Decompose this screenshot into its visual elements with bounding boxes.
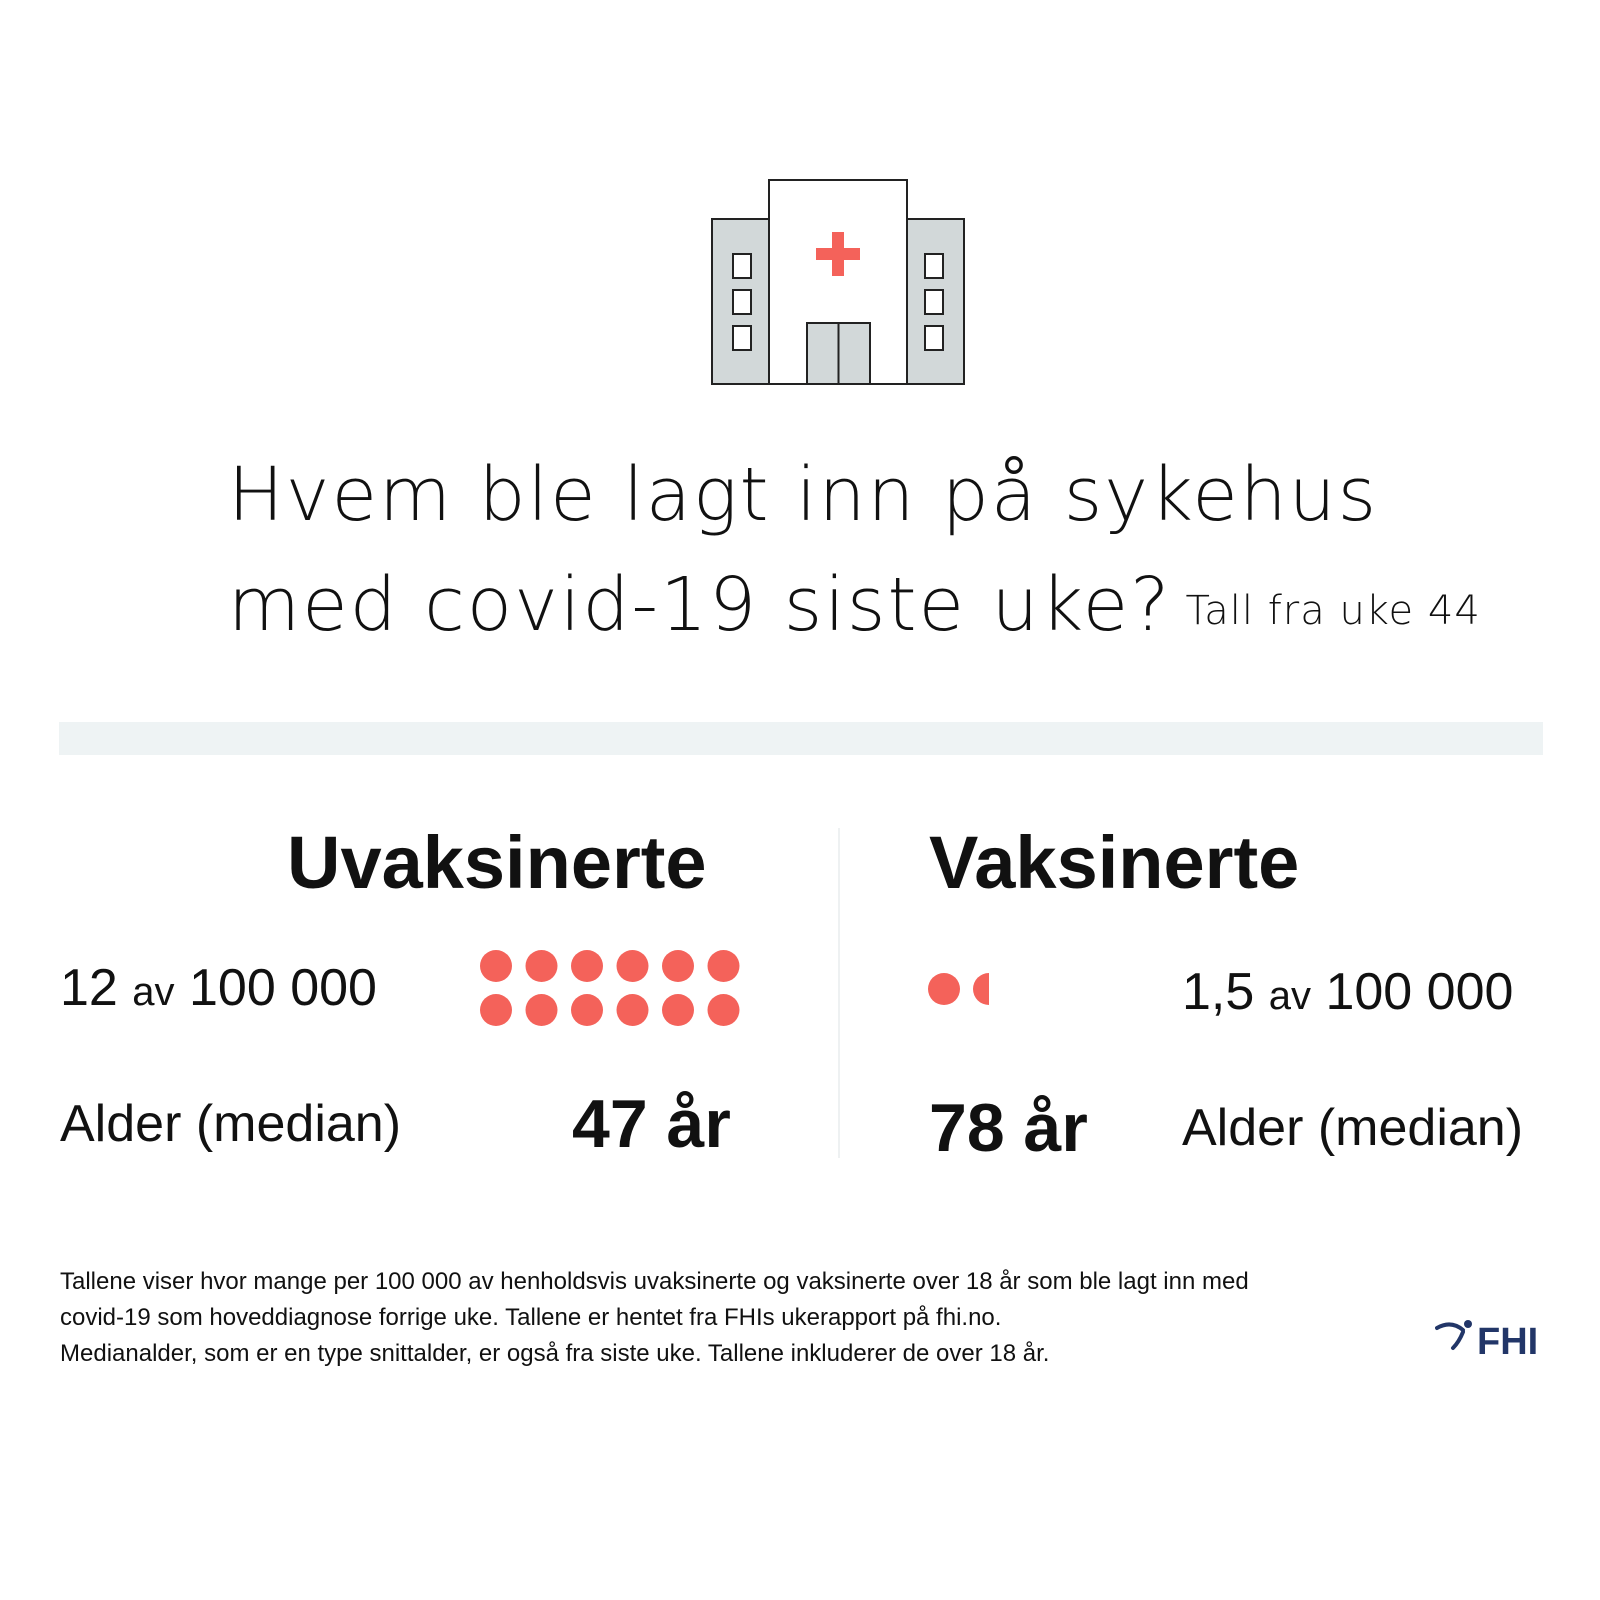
unvaccinated-dot xyxy=(708,950,740,982)
window xyxy=(925,326,943,350)
vaccinated-rate-number: 1,5 xyxy=(1182,963,1255,1021)
vaccinated-age-label: Alder (median) xyxy=(1182,1099,1524,1157)
unvaccinated-dot xyxy=(526,994,558,1026)
window xyxy=(925,290,943,314)
vaccinated-rate xyxy=(1182,963,1514,1021)
window xyxy=(733,254,751,278)
unvaccinated-age-label: Alder (median) xyxy=(60,1095,402,1153)
vaccinated-partial-dot xyxy=(973,973,998,1005)
vaccinated-age-value: 78 år xyxy=(929,1090,1088,1166)
footnote xyxy=(60,1264,1390,1372)
hospital-icon xyxy=(711,179,965,385)
unvaccinated-dot xyxy=(480,994,512,1026)
footnote-line-2: covid-19 som hoveddiagnose forrige uke. Tallene er hentet fra FHIs ukerapport på fhi.no. xyxy=(60,1304,1002,1331)
vaccinated-rate-av: av xyxy=(1268,974,1311,1018)
unvaccinated-dot xyxy=(662,950,694,982)
unvaccinated-age-value: 47 år xyxy=(572,1086,731,1162)
headline-subtitle: Tall fra uke 44 xyxy=(1185,588,1481,634)
headline-question: med covid-19 siste uke? xyxy=(228,562,1172,648)
unvaccinated-title: Uvaksinerte xyxy=(287,821,707,904)
footnote-line-3: Medianalder, som er en type snittalder, er også fra siste uke. Tallene inkluderer de over 18 år. xyxy=(60,1340,1050,1367)
unvaccinated-dot xyxy=(617,950,649,982)
window xyxy=(925,254,943,278)
fhi-logo-mark xyxy=(1435,1316,1545,1360)
unvaccinated-dot xyxy=(708,994,740,1026)
unvaccinated-rate-av: av xyxy=(132,970,175,1014)
unvaccinated-rate xyxy=(60,959,377,1017)
unvaccinated-dot xyxy=(480,950,512,982)
divider-band xyxy=(59,722,1543,755)
unvaccinated-dot xyxy=(617,994,649,1026)
vaccinated-dots xyxy=(928,973,998,1005)
unvaccinated-dots xyxy=(480,950,745,1030)
vertical-separator xyxy=(838,828,840,1158)
unvaccinated-dot xyxy=(571,994,603,1026)
fhi-logo-icon xyxy=(1435,1316,1545,1360)
unvaccinated-dot xyxy=(571,950,603,982)
vaccinated-rate-base: 100 000 xyxy=(1325,963,1514,1021)
footnote-line-1: Tallene viser hvor mange per 100 000 av henholdsvis uvaksinerte og vaksinerte over 18 år som ble lagt inn med xyxy=(60,1268,1249,1295)
unvaccinated-dot xyxy=(526,950,558,982)
unvaccinated-rate-base: 100 000 xyxy=(189,959,377,1017)
unvaccinated-rate-number: 12 xyxy=(60,959,118,1017)
vaccinated-dot xyxy=(928,973,960,1005)
headline-line-2 xyxy=(228,562,1481,648)
window xyxy=(733,290,751,314)
window xyxy=(733,326,751,350)
fhi-logo-text: FHI xyxy=(1477,1321,1539,1360)
headline-line-1: Hvem ble lagt inn på sykehus xyxy=(228,452,1379,538)
vaccinated-title: Vaksinerte xyxy=(929,821,1300,904)
unvaccinated-dot xyxy=(662,994,694,1026)
